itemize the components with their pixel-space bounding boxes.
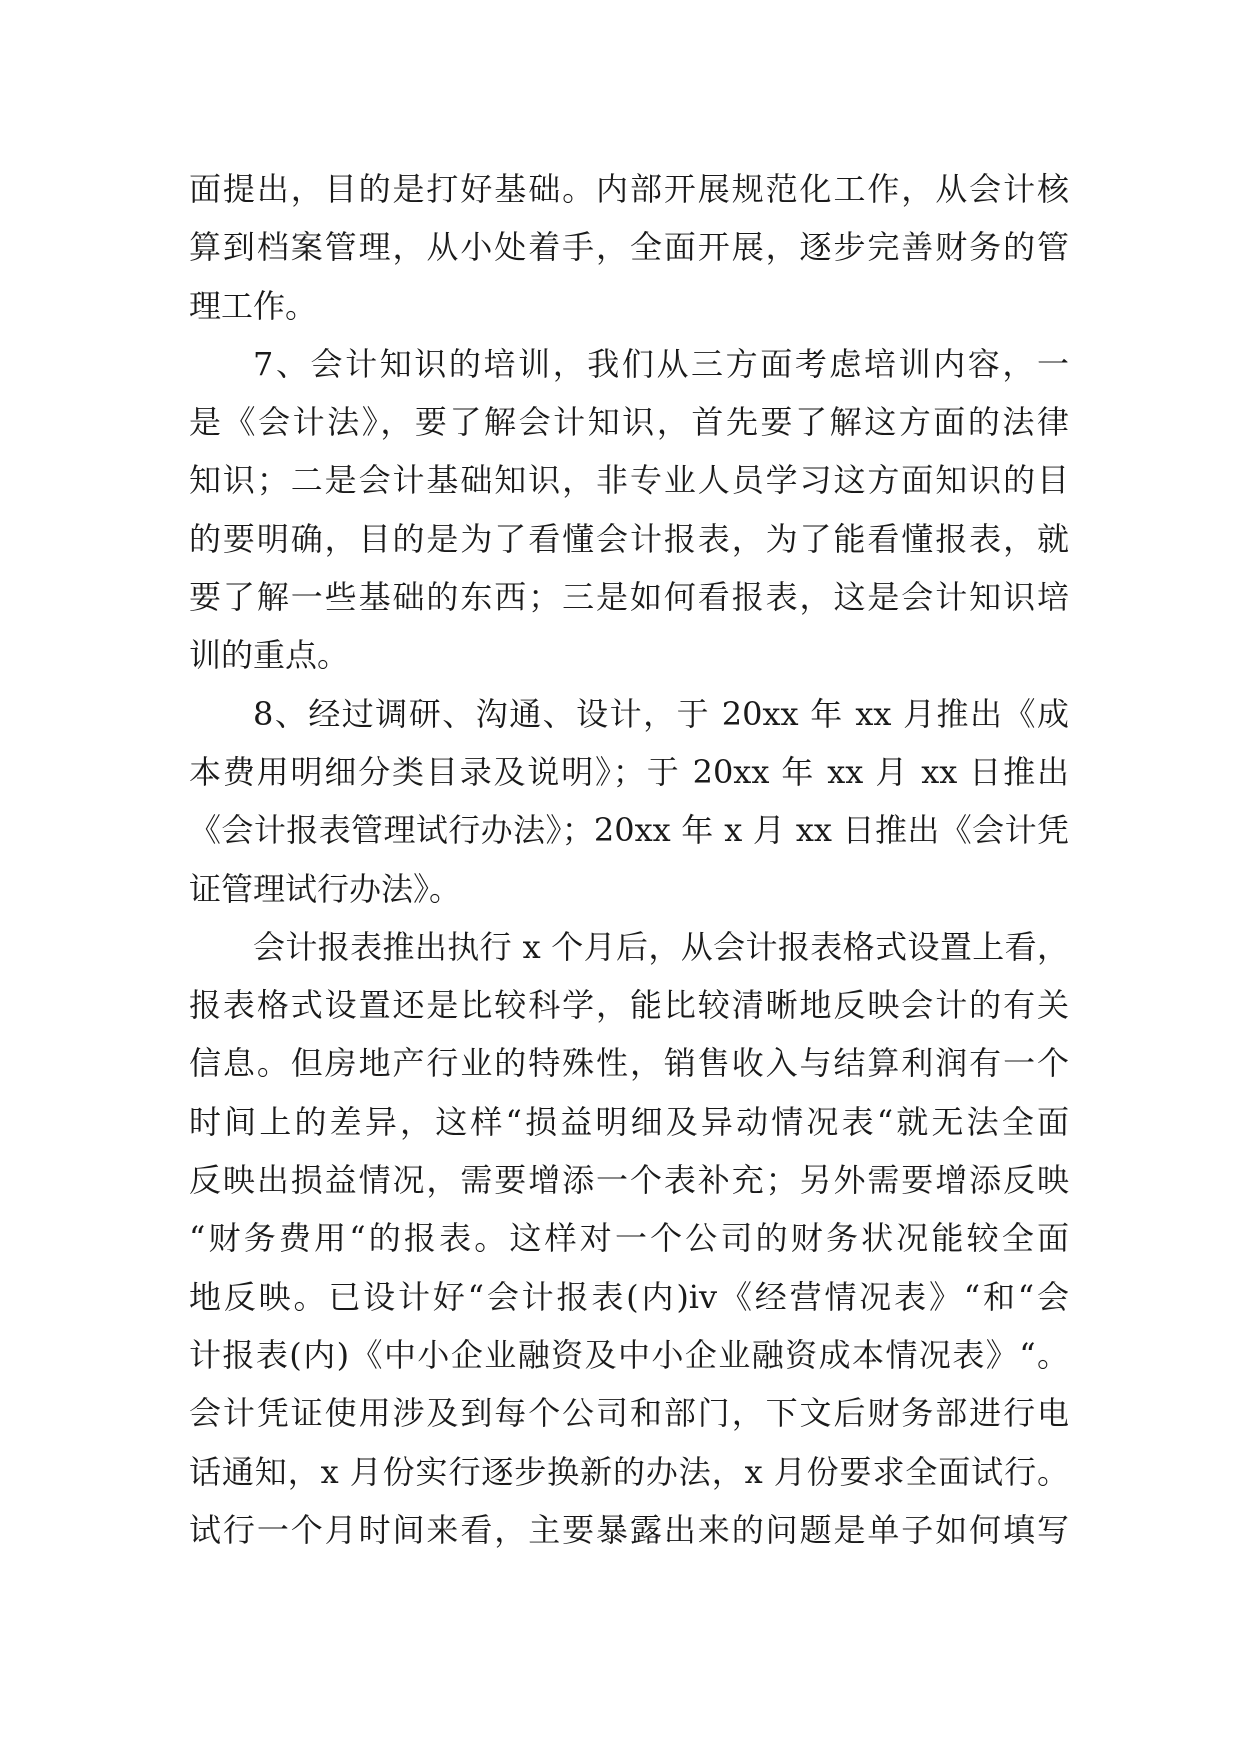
text-line: 要了解一些基础的东西；三是如何看报表，这是会计知识培 bbox=[189, 578, 1069, 617]
text-line: 试行一个月时间来看，主要暴露出来的问题是单子如何填写 bbox=[189, 1510, 1069, 1549]
text-line: 证管理试行办法》。 bbox=[189, 869, 462, 908]
text-line: 本费用明细分类目录及说明》；于 20xx 年 xx 月 xx 日推出 bbox=[189, 752, 1069, 791]
text-line: 训的重点。 bbox=[189, 636, 350, 675]
text-line: 计报表(内)《中小企业融资及中小企业融资成本情况表》“。 bbox=[189, 1335, 1069, 1374]
text-line: 理工作。 bbox=[189, 286, 318, 325]
text-line: 地反映。已设计好“会计报表(内)iv《经营情况表》“和“会 bbox=[189, 1277, 1069, 1316]
text-line: 报表格式设置还是比较科学，能比较清晰地反映会计的有关 bbox=[189, 986, 1069, 1025]
text-line: 反映出损益情况，需要增添一个表补充；另外需要增添反映 bbox=[189, 1161, 1069, 1200]
text-line: 时间上的差异，这样“损益明细及异动情况表“就无法全面 bbox=[189, 1102, 1069, 1141]
paragraph-7-start: 7、会计知识的培训，我们从三方面考虑培训内容，一 bbox=[253, 344, 1069, 383]
text-line: 话通知，x 月份实行逐步换新的办法，x 月份要求全面试行。 bbox=[189, 1452, 1069, 1491]
text-line: 知识；二是会计基础知识，非专业人员学习这方面知识的目 bbox=[189, 461, 1069, 500]
paragraph-report-start: 会计报表推出执行 x 个月后，从会计报表格式设置上看， bbox=[253, 927, 1069, 966]
text-line: 信息。但房地产行业的特殊性，销售收入与结算利润有一个 bbox=[189, 1044, 1069, 1083]
text-line: 面提出，目的是打好基础。内部开展规范化工作，从会计核 bbox=[189, 170, 1069, 208]
paragraph-8-start: 8、经过调研、沟通、设计，于 20xx 年 xx 月推出《成 bbox=[253, 694, 1069, 733]
text-line: “财务费用“的报表。这样对一个公司的财务状况能较全面 bbox=[189, 1219, 1069, 1258]
text-line: 会计凭证使用涉及到每个公司和部门，下文后财务部进行电 bbox=[189, 1394, 1069, 1433]
text-line: 是《会计法》，要了解会计知识，首先要了解这方面的法律 bbox=[189, 403, 1069, 442]
text-line: 算到档案管理，从小处着手，全面开展，逐步完善财务的管 bbox=[189, 228, 1069, 267]
text-line: 的要明确，目的是为了看懂会计报表，为了能看懂报表，就 bbox=[189, 519, 1069, 558]
text-line: 《会计报表管理试行办法》；20xx 年 x 月 xx 日推出《会计凭 bbox=[189, 811, 1069, 850]
body-text bbox=[189, 160, 1069, 1559]
